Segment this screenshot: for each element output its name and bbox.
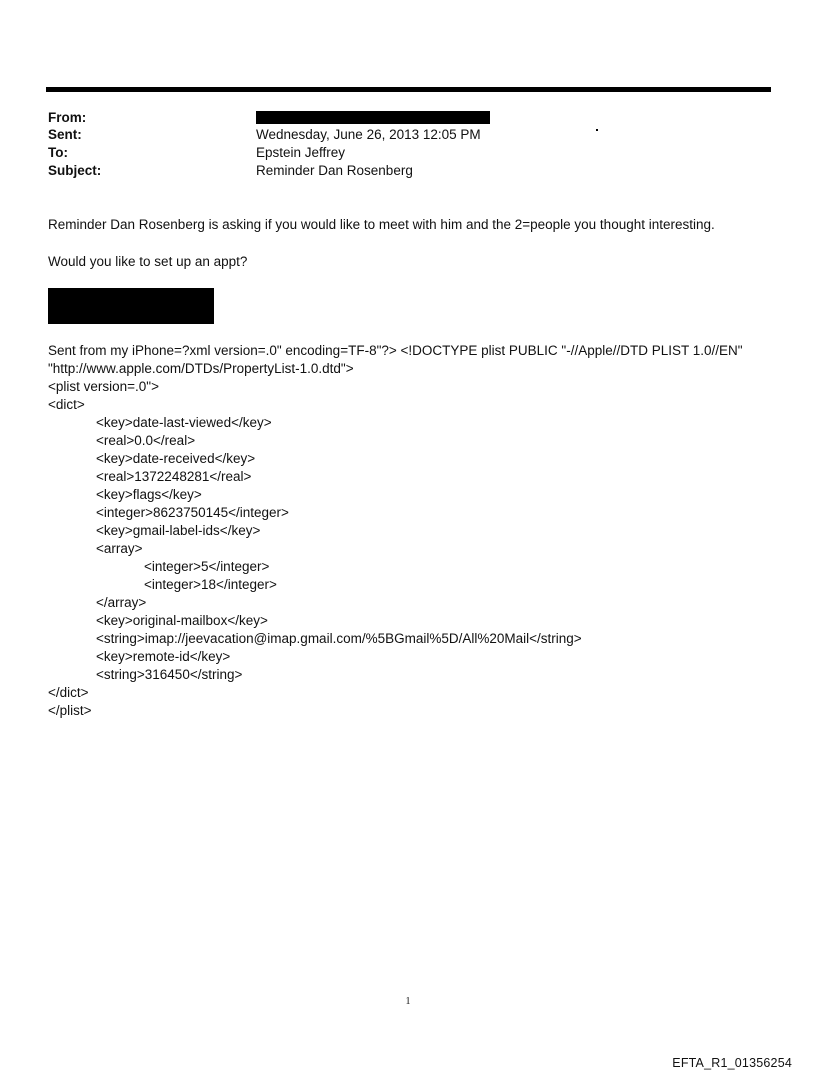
document-id: EFTA_R1_01356254 (672, 1056, 792, 1070)
plist-block (48, 342, 788, 720)
plist-line: <array> (96, 541, 143, 556)
plist-line: <plist version=.0"> (48, 379, 159, 394)
plist-line: Sent from my iPhone=?xml version=.0" encoding=TF-8"?> <!DOCTYPE plist PUBLIC "-//Apple//DTD PLIST 1.0//EN" (48, 343, 743, 358)
plist-line: </dict> (48, 685, 89, 700)
body-paragraph-1: Reminder Dan Rosenberg is asking if you would like to meet with him and the 2=people you thought interesting. (48, 217, 715, 232)
plist-line: <integer>18</integer> (144, 577, 277, 592)
subject-value: Reminder Dan Rosenberg (256, 163, 413, 178)
plist-line: <key>date-received</key> (96, 451, 256, 466)
page-number: 1 (405, 996, 411, 1007)
plist-line: </plist> (48, 703, 92, 718)
redaction-from (256, 111, 490, 124)
plist-line: <string>316450</string> (96, 667, 243, 682)
sent-value: Wednesday, June 26, 2013 12:05 PM (256, 127, 481, 142)
plist-line: <key>gmail-label-ids</key> (96, 523, 261, 538)
subject-label: Subject: (48, 163, 102, 178)
to-value: Epstein Jeffrey (256, 145, 346, 160)
plist-line: <key>date-last-viewed</key> (96, 415, 272, 430)
plist-line: <key>remote-id</key> (96, 649, 231, 664)
plist-line: <key>original-mailbox</key> (96, 613, 268, 628)
header-rule (46, 87, 771, 92)
from-label: From: (48, 110, 87, 125)
plist-line: <integer>8623750145</integer> (96, 505, 289, 520)
plist-line: <string>imap://jeevacation@imap.gmail.com/%5BGmail%5D/All%20Mail</string> (96, 631, 582, 646)
plist-line: <dict> (48, 397, 85, 412)
body-paragraph-2: Would you like to set up an appt? (48, 254, 248, 269)
plist-line: "http://www.apple.com/DTDs/PropertyList-1.0.dtd"> (48, 361, 354, 376)
to-label: To: (48, 145, 68, 160)
redaction-signature (48, 288, 214, 324)
subject-row (48, 162, 748, 180)
plist-line: </array> (96, 595, 147, 610)
plist-line: <real>1372248281</real> (96, 469, 252, 484)
plist-line: <real>0.0</real> (96, 433, 196, 448)
sent-label: Sent: (48, 127, 82, 142)
to-row (48, 144, 748, 162)
plist-line: <key>flags</key> (96, 487, 202, 502)
sent-row (48, 126, 748, 144)
plist-line: <integer>5</integer> (144, 559, 270, 574)
